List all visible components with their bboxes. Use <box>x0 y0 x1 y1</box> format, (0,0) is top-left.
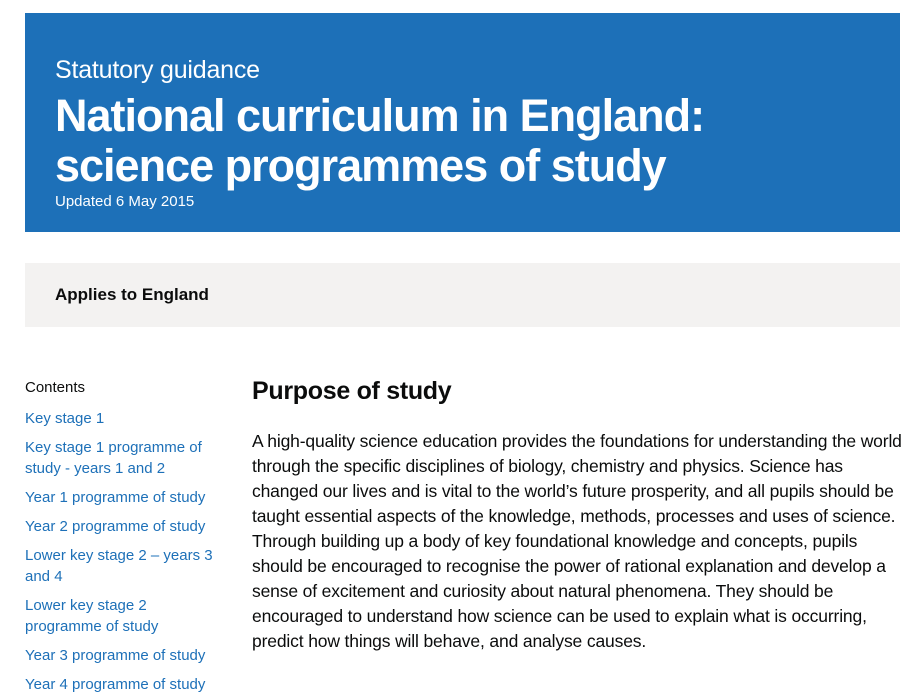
section-heading: Purpose of study <box>252 377 452 405</box>
contents-item <box>25 516 225 537</box>
contents-list <box>25 408 225 693</box>
contents-item <box>25 595 225 637</box>
contents-link-ks1-programme[interactable]: Key stage 1 programme of study - years 1 and 2 <box>25 439 202 477</box>
main-content <box>252 375 904 654</box>
contents-item <box>25 487 225 508</box>
contents-link-year-1[interactable]: Year 1 programme of study <box>25 489 206 506</box>
updated-date: Updated 6 May 2015 <box>55 193 195 210</box>
contents-item <box>25 674 225 693</box>
contents-link-year-4[interactable]: Year 4 programme of study <box>25 676 206 693</box>
body-paragraph: A high-quality science education provides the foundations for understanding the world through the specific disciplines of biology, chemistry and physics. Science has changed our lives and is vital to the world’s future prosperity, and all pupils should be taught essential aspects of the knowledge, methods, processes and uses of science. Through building up a body of key foundational knowledge and concepts, pupils should be encouraged to recognise the power of rational explanation and develop a sense of excitement and curiosity about natural phenomena. They should be encouraged to understand how science can be used to explain what is occurring, predict how things will behave, and analyse causes. <box>252 431 902 651</box>
contents-link-year-3[interactable]: Year 3 programme of study <box>25 647 206 664</box>
contents-link-lower-ks2-programme[interactable]: Lower key stage 2 programme of study <box>25 597 159 635</box>
contents-link-key-stage-1[interactable]: Key stage 1 <box>25 410 105 427</box>
contents-item <box>25 645 225 666</box>
title-banner <box>25 13 900 232</box>
document-type: Statutory guidance <box>55 56 260 84</box>
contents-item <box>25 408 225 429</box>
page-title: National curriculum in England: science programmes of study <box>55 90 705 191</box>
contents-item <box>25 437 225 479</box>
applies-to-panel <box>25 263 900 327</box>
contents-item <box>25 545 225 587</box>
contents-heading: Contents <box>25 379 86 396</box>
contents-link-year-2[interactable]: Year 2 programme of study <box>25 518 206 535</box>
applies-to-text: Applies to England <box>55 285 209 304</box>
contents-link-lower-ks2[interactable]: Lower key stage 2 – years 3 and 4 <box>25 547 213 585</box>
contents-nav <box>25 378 225 693</box>
